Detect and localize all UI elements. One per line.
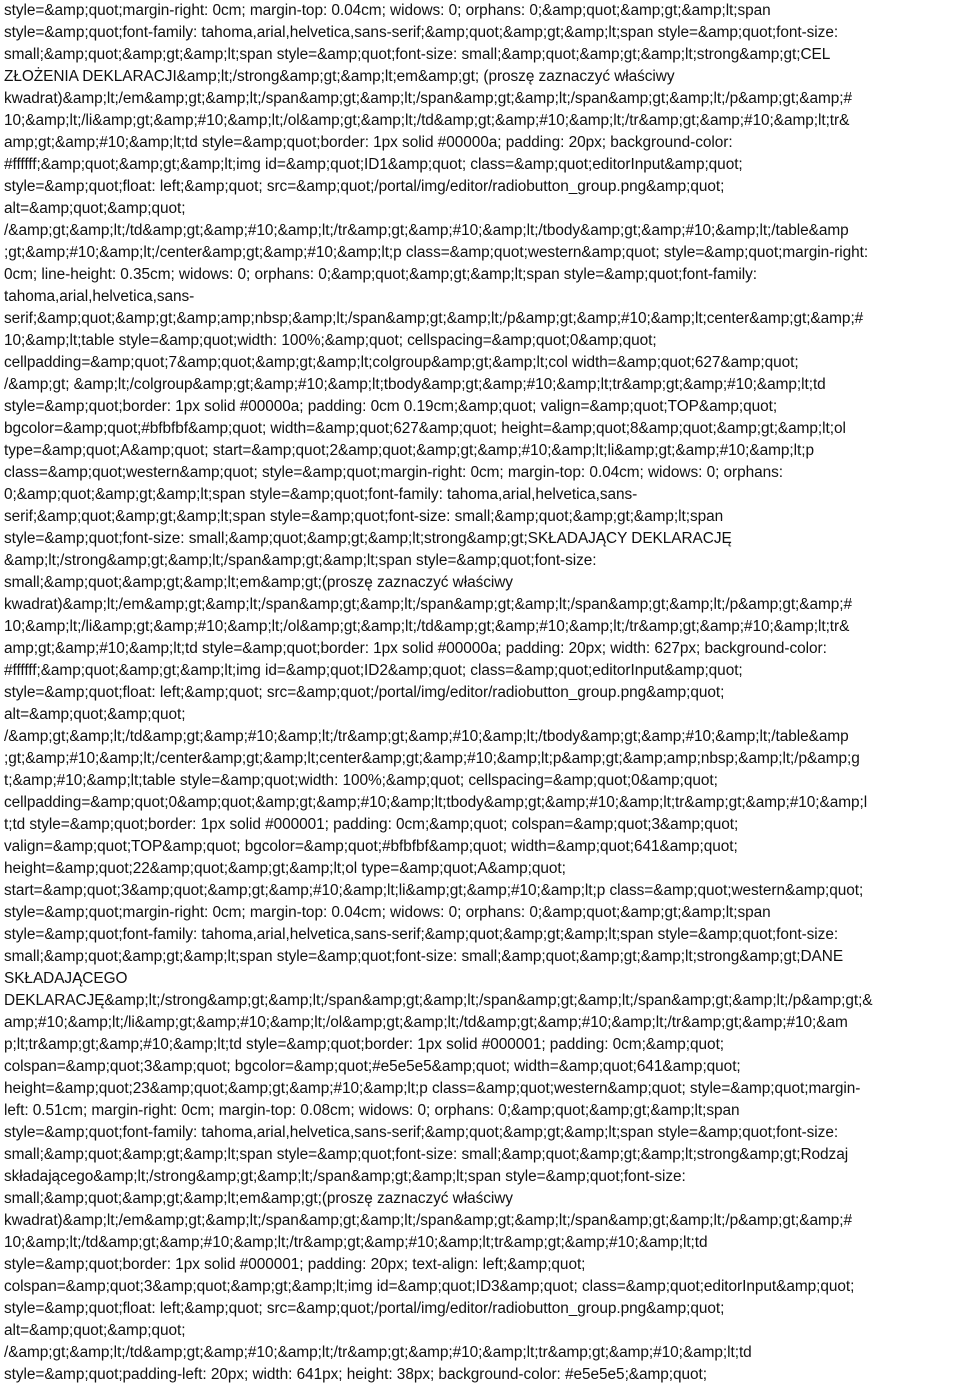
doc-line: tahoma,arial,helvetica,sans-: [4, 288, 195, 305]
doc-line: 10;&amp;lt;/td&amp;gt;&amp;#10;&amp;lt;/tr&amp;gt;&amp;#10;&amp;lt;tr&amp;gt;&amp;#10;&amp;lt;td: [4, 1234, 708, 1251]
doc-line: style=&amp;quot;border: 1px solid #000001; padding: 20px; text-align: left;&amp;quot;: [4, 1256, 586, 1273]
doc-line: kwadrat)&amp;lt;/em&amp;gt;&amp;lt;/span&amp;gt;&amp;lt;/span&amp;gt;&amp;lt;/span&amp;gt;&amp;lt;/p&amp;gt;&amp;#: [4, 90, 853, 107]
doc-line: start=&amp;quot;3&amp;quot;&amp;gt;&amp;#10;&amp;lt;li&amp;gt;&amp;#10;&amp;lt;p class=&amp;quot;western&amp;quot;: [4, 882, 864, 899]
doc-line: cellpadding=&amp;quot;0&amp;quot;&amp;gt;&amp;#10;&amp;lt;tbody&amp;gt;&amp;#10;&amp;lt;tr&amp;gt;&amp;#10;&amp;l: [4, 794, 868, 811]
doc-line: style=&amp;quot;float: left;&amp;quot; src=&amp;quot;/portal/img/editor/radiobutton_group.png&amp;quot;: [4, 178, 725, 195]
doc-line: bgcolor=&amp;quot;#bfbfbf&amp;quot; width=&amp;quot;627&amp;quot; height=&amp;quot;8&amp;quot;&amp;gt;&amp;lt;ol: [4, 420, 846, 437]
doc-line: style=&amp;quot;font-family: tahoma,arial,helvetica,sans-serif;&amp;quot;&amp;gt;&amp;lt;span style=&amp;quot;font-size:: [4, 926, 839, 943]
doc-line: height=&amp;quot;22&amp;quot;&amp;gt;&amp;lt;ol type=&amp;quot;A&amp;quot;: [4, 860, 566, 877]
doc-line: style=&amp;quot;float: left;&amp;quot; src=&amp;quot;/portal/img/editor/radiobutton_group.png&amp;quot;: [4, 1300, 725, 1317]
doc-line: colspan=&amp;quot;3&amp;quot;&amp;gt;&amp;lt;img id=&amp;quot;ID3&amp;quot; class=&amp;quot;editorInput&amp;quot;: [4, 1278, 855, 1295]
doc-line: amp;gt;&amp;#10;&amp;lt;td style=&amp;quot;border: 1px solid #00000a; padding: 20px; background-color:: [4, 134, 733, 151]
doc-line: style=&amp;quot;font-size: small;&amp;quot;&amp;gt;&amp;lt;strong&amp;gt;SKŁADAJĄCY DEKLARACJĘ: [4, 530, 732, 547]
doc-line: colspan=&amp;quot;3&amp;quot; bgcolor=&amp;quot;#e5e5e5&amp;quot; width=&amp;quot;641&amp;quot;: [4, 1058, 741, 1075]
doc-line: type=&amp;quot;A&amp;quot; start=&amp;quot;2&amp;quot;&amp;gt;&amp;#10;&amp;lt;li&amp;gt;&amp;#10;&amp;lt;p: [4, 442, 814, 459]
doc-line: style=&amp;quot;margin-right: 0cm; margin-top: 0.04cm; widows: 0; orphans: 0;&amp;quot;&amp;gt;&amp;lt;span: [4, 904, 771, 921]
doc-line: p;lt;tr&amp;gt;&amp;#10;&amp;lt;td style=&amp;quot;border: 1px solid #000001; padding: 0cm;&amp;quot;: [4, 1036, 725, 1053]
doc-line: /&amp;gt;&amp;lt;/td&amp;gt;&amp;#10;&amp;lt;/tr&amp;gt;&amp;#10;&amp;lt;/tbody&amp;gt;&amp;#10;&amp;lt;/table&amp: [4, 728, 849, 745]
doc-line: 0;&amp;quot;&amp;gt;&amp;lt;span style=&amp;quot;font-family: tahoma,arial,helvetica,sans-: [4, 486, 638, 503]
doc-line: left: 0.51cm; margin-right: 0cm; margin-top: 0.08cm; widows: 0; orphans: 0;&amp;quot;&amp;gt;&amp;lt;span: [4, 1102, 740, 1119]
doc-line: 10;&amp;lt;/li&amp;gt;&amp;#10;&amp;lt;/ol&amp;gt;&amp;lt;/td&amp;gt;&amp;#10;&amp;lt;/tr&amp;gt;&amp;#10;&amp;lt;tr&: [4, 618, 850, 635]
doc-line: &amp;lt;/strong&amp;gt;&amp;lt;/span&amp;gt;&amp;lt;span style=&amp;quot;font-size:: [4, 552, 597, 569]
doc-line: small;&amp;quot;&amp;gt;&amp;lt;span style=&amp;quot;font-size: small;&amp;quot;&amp;gt;&amp;lt;strong&amp;gt;Rodzaj: [4, 1146, 849, 1163]
doc-line: alt=&amp;quot;&amp;quot;: [4, 1322, 186, 1339]
doc-line: style=&amp;quot;font-family: tahoma,arial,helvetica,sans-serif;&amp;quot;&amp;gt;&amp;lt;span style=&amp;quot;font-size:: [4, 24, 839, 41]
doc-line: t;td style=&amp;quot;border: 1px solid #000001; padding: 0cm;&amp;quot; colspan=&amp;quot;3&amp;quot;: [4, 816, 739, 833]
doc-line: alt=&amp;quot;&amp;quot;: [4, 200, 186, 217]
doc-line: height=&amp;quot;23&amp;quot;&amp;gt;&amp;#10;&amp;lt;p class=&amp;quot;western&amp;quot; style=&amp;quot;margin-: [4, 1080, 861, 1097]
doc-line: kwadrat)&amp;lt;/em&amp;gt;&amp;lt;/span&amp;gt;&amp;lt;/span&amp;gt;&amp;lt;/span&amp;gt;&amp;lt;/p&amp;gt;&amp;#: [4, 596, 853, 613]
doc-line: DEKLARACJĘ&amp;lt;/strong&amp;gt;&amp;lt;/span&amp;gt;&amp;lt;/span&amp;gt;&amp;lt;/span&amp;gt;&amp;lt;/p&amp;gt;&: [4, 992, 873, 1009]
doc-line: style=&amp;quot;padding-left: 20px; width: 641px; height: 38px; background-color: #e5e5e5;&amp;quot;: [4, 1366, 708, 1383]
doc-line: style=&amp;quot;margin-right: 0cm; margin-top: 0.04cm; widows: 0; orphans: 0;&amp;quot;&amp;gt;&amp;lt;span: [4, 2, 771, 19]
doc-line: cellpadding=&amp;quot;7&amp;quot;&amp;gt;&amp;lt;colgroup&amp;gt;&amp;lt;col width=&amp;quot;627&amp;quot;: [4, 354, 799, 371]
doc-line: amp;#10;&amp;lt;/li&amp;gt;&amp;#10;&amp;lt;/ol&amp;gt;&amp;lt;/td&amp;gt;&amp;#10;&amp;lt;/tr&amp;gt;&amp;#10;&am: [4, 1014, 848, 1031]
doc-line: amp;gt;&amp;#10;&amp;lt;td style=&amp;quot;border: 1px solid #00000a; padding: 20px; width: 627px; background-color:: [4, 640, 827, 657]
doc-line: small;&amp;quot;&amp;gt;&amp;lt;em&amp;gt;(proszę zaznaczyć właściwy: [4, 1190, 513, 1207]
doc-line: serif;&amp;quot;&amp;gt;&amp;lt;span style=&amp;quot;font-size: small;&amp;quot;&amp;gt;&amp;lt;span: [4, 508, 724, 525]
doc-line: class=&amp;quot;western&amp;quot; style=&amp;quot;margin-right: 0cm; margin-top: 0.04cm; widows: 0; orphans:: [4, 464, 784, 481]
doc-line: serif;&amp;quot;&amp;gt;&amp;amp;nbsp;&amp;lt;/span&amp;gt;&amp;lt;/p&amp;gt;&amp;#10;&amp;lt;center&amp;gt;&amp;#: [4, 310, 864, 327]
doc-line: ZŁOŻENIA DEKLARACJI&amp;lt;/strong&amp;gt;&amp;lt;em&amp;gt; (proszę zaznaczyć właściwy: [4, 68, 675, 85]
doc-line: small;&amp;quot;&amp;gt;&amp;lt;span style=&amp;quot;font-size: small;&amp;quot;&amp;gt;&amp;lt;strong&amp;gt;CEL: [4, 46, 831, 63]
doc-line: składającego&amp;lt;/strong&amp;gt;&amp;lt;/span&amp;gt;&amp;lt;span style=&amp;quot;font-size:: [4, 1168, 686, 1185]
doc-line: small;&amp;quot;&amp;gt;&amp;lt;em&amp;gt;(proszę zaznaczyć właściwy: [4, 574, 513, 591]
doc-line: t;&amp;#10;&amp;lt;table style=&amp;quot;width: 100%;&amp;quot; cellspacing=&amp;quot;0&amp;quot;: [4, 772, 718, 789]
doc-line: ;gt;&amp;#10;&amp;lt;/center&amp;gt;&amp;#10;&amp;lt;p class=&amp;quot;western&amp;quot; style=&amp;quot;margin-right:: [4, 244, 869, 261]
doc-line: style=&amp;quot;font-family: tahoma,arial,helvetica,sans-serif;&amp;quot;&amp;gt;&amp;lt;span style=&amp;quot;font-size:: [4, 1124, 839, 1141]
doc-line: kwadrat)&amp;lt;/em&amp;gt;&amp;lt;/span&amp;gt;&amp;lt;/span&amp;gt;&amp;lt;/span&amp;gt;&amp;lt;/p&amp;gt;&amp;#: [4, 1212, 853, 1229]
doc-line: style=&amp;quot;float: left;&amp;quot; src=&amp;quot;/portal/img/editor/radiobutton_group.png&amp;quot;: [4, 684, 725, 701]
doc-line: alt=&amp;quot;&amp;quot;: [4, 706, 186, 723]
doc-line: SKŁADAJĄCEGO: [4, 970, 128, 987]
doc-line: 10;&amp;lt;/li&amp;gt;&amp;#10;&amp;lt;/ol&amp;gt;&amp;lt;/td&amp;gt;&amp;#10;&amp;lt;/tr&amp;gt;&amp;#10;&amp;lt;tr&: [4, 112, 850, 129]
doc-line: small;&amp;quot;&amp;gt;&amp;lt;span style=&amp;quot;font-size: small;&amp;quot;&amp;gt;&amp;lt;strong&amp;gt;DANE: [4, 948, 844, 965]
doc-line: 10;&amp;lt;table style=&amp;quot;width: 100%;&amp;quot; cellspacing=&amp;quot;0&amp;quot;: [4, 332, 657, 349]
doc-line: style=&amp;quot;border: 1px solid #00000a; padding: 0cm 0.19cm;&amp;quot; valign=&amp;quot;TOP&amp;quot;: [4, 398, 778, 415]
doc-line: 0cm; line-height: 0.35cm; widows: 0; orphans: 0;&amp;quot;&amp;gt;&amp;lt;span style=&amp;quot;font-family:: [4, 266, 758, 283]
doc-line: #ffffff;&amp;quot;&amp;gt;&amp;lt;img id=&amp;quot;ID2&amp;quot; class=&amp;quot;editorInput&amp;quot;: [4, 662, 743, 679]
doc-line: /&amp;gt;&amp;lt;/td&amp;gt;&amp;#10;&amp;lt;/tr&amp;gt;&amp;#10;&amp;lt;/tbody&amp;gt;&amp;#10;&amp;lt;/table&amp: [4, 222, 849, 239]
doc-line: /&amp;gt; &amp;lt;/colgroup&amp;gt;&amp;#10;&amp;lt;tbody&amp;gt;&amp;#10;&amp;lt;tr&amp;gt;&amp;#10;&amp;lt;td: [4, 376, 826, 393]
doc-line: /&amp;gt;&amp;lt;/td&amp;gt;&amp;#10;&amp;lt;/tr&amp;gt;&amp;#10;&amp;lt;tr&amp;gt;&amp;#10;&amp;lt;td: [4, 1344, 752, 1361]
doc-line: ;gt;&amp;#10;&amp;lt;/center&amp;gt;&amp;lt;center&amp;gt;&amp;#10;&amp;lt;p&amp;gt;&amp;amp;nbsp;&amp;lt;/p&amp;g: [4, 750, 860, 767]
doc-line: valign=&amp;quot;TOP&amp;quot; bgcolor=&amp;quot;#bfbfbf&amp;quot; width=&amp;quot;641&amp;quot;: [4, 838, 738, 855]
doc-line: #ffffff;&amp;quot;&amp;gt;&amp;lt;img id=&amp;quot;ID1&amp;quot; class=&amp;quot;editorInput&amp;quot;: [4, 156, 743, 173]
